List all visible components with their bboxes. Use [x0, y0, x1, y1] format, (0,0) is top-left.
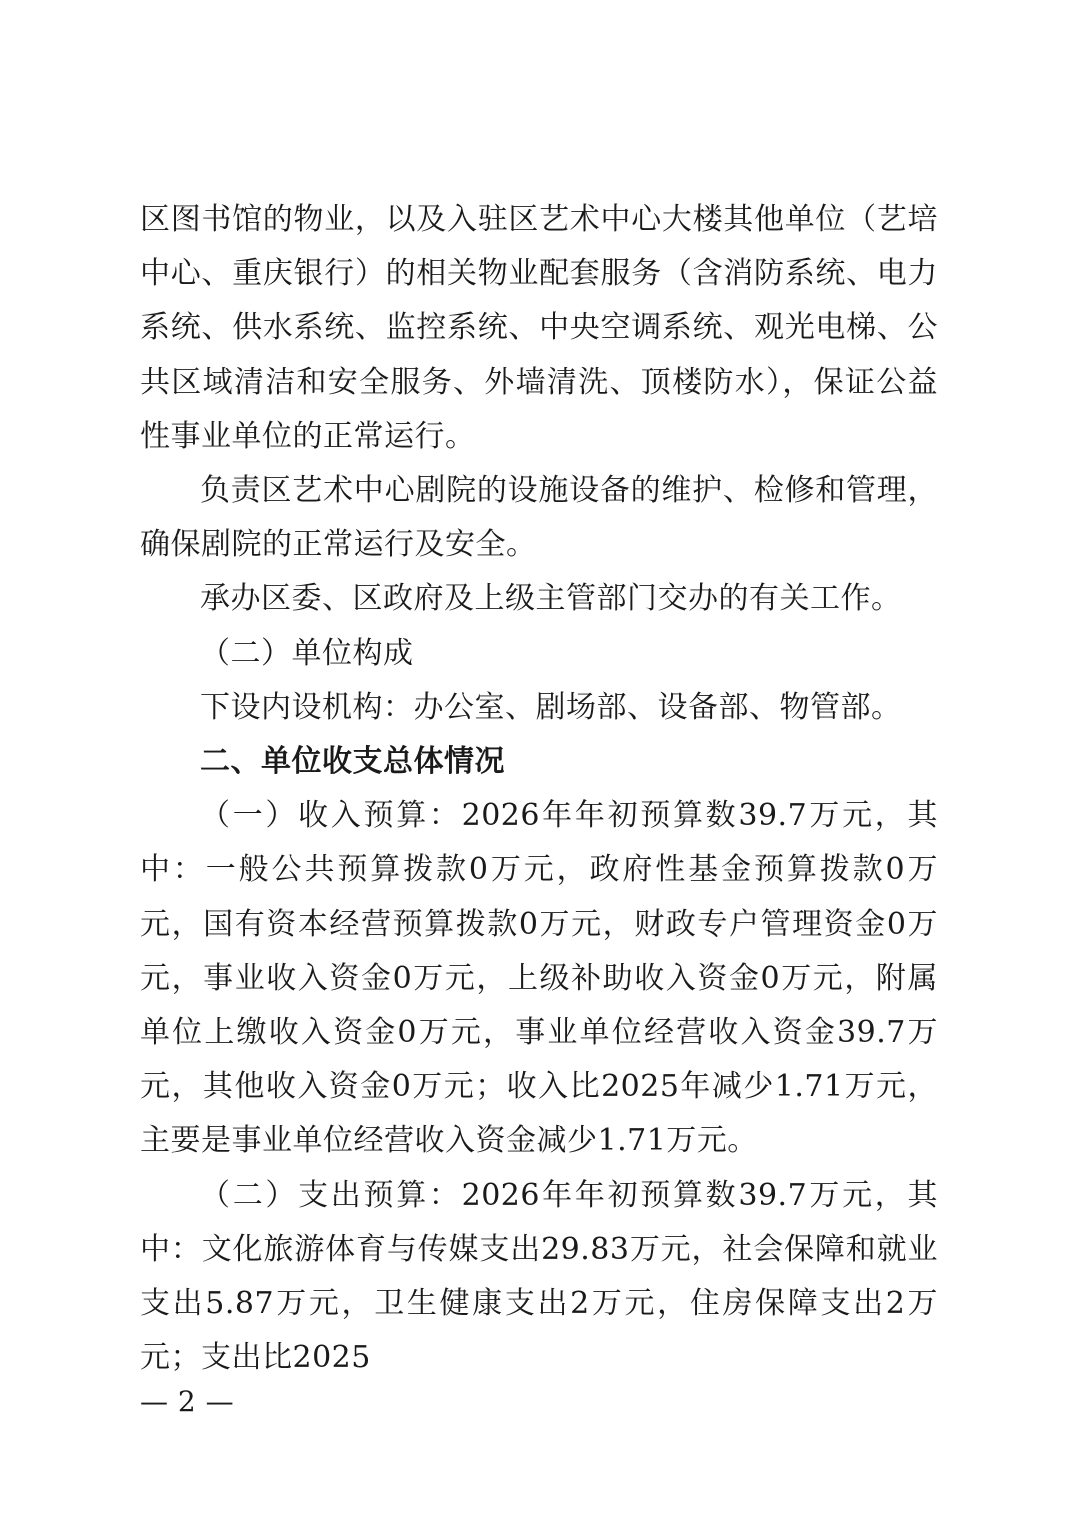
paragraph-unit-composition-heading: （二）单位构成: [200, 635, 414, 671]
paragraph-expenditure-budget: （二）支出预算：2026年年初预算数39.7万元，其中：文化旅游体育与传媒支出29.83万元，社会保障和就业支出5.87万元，卫生健康支出2万元，住房保障支出2万元；支出比2025: [140, 1177, 938, 1376]
paragraph-theater-maintenance: 负责区艺术中心剧院的设施设备的维护、检修和管理，确保剧院的正常运行及安全。: [140, 473, 938, 563]
section-heading-budget-overview: 二、单位收支总体情况: [200, 744, 505, 780]
page-number: — 2 —: [140, 1385, 235, 1418]
document-body: [140, 193, 938, 1385]
paragraph-internal-departments: 下设内设机构：办公室、剧场部、设备部、物管部。: [200, 689, 902, 725]
paragraph-property-services: 区图书馆的物业，以及入驻区艺术中心大楼其他单位（艺培中心、重庆银行）的相关物业配套服务（含消防系统、电力系统、供水系统、监控系统、中央空调系统、观光电梯、公共区域清洁和安全服务、外墙清洗、顶楼防水），保证公益性事业单位的正常运行。: [140, 202, 938, 454]
paragraph-assigned-work: 承办区委、区政府及上级主管部门交办的有关工作。: [200, 581, 902, 617]
paragraph-revenue-budget: （一）收入预算：2026年年初预算数39.7万元，其中：一般公共预算拨款0万元，政府性基金预算拨款0万元，国有资本经营预算拨款0万元，财政专户管理资金0万元，事业收入资金0万元，上级补助收入资金0万元，附属单位上缴收入资金0万元，事业单位经营收入资金39.7万元，其他收入资金0万元；收入比2025年减少1.71万元，主要是事业单位经营收入资金减少1.71万元。: [140, 798, 938, 1159]
